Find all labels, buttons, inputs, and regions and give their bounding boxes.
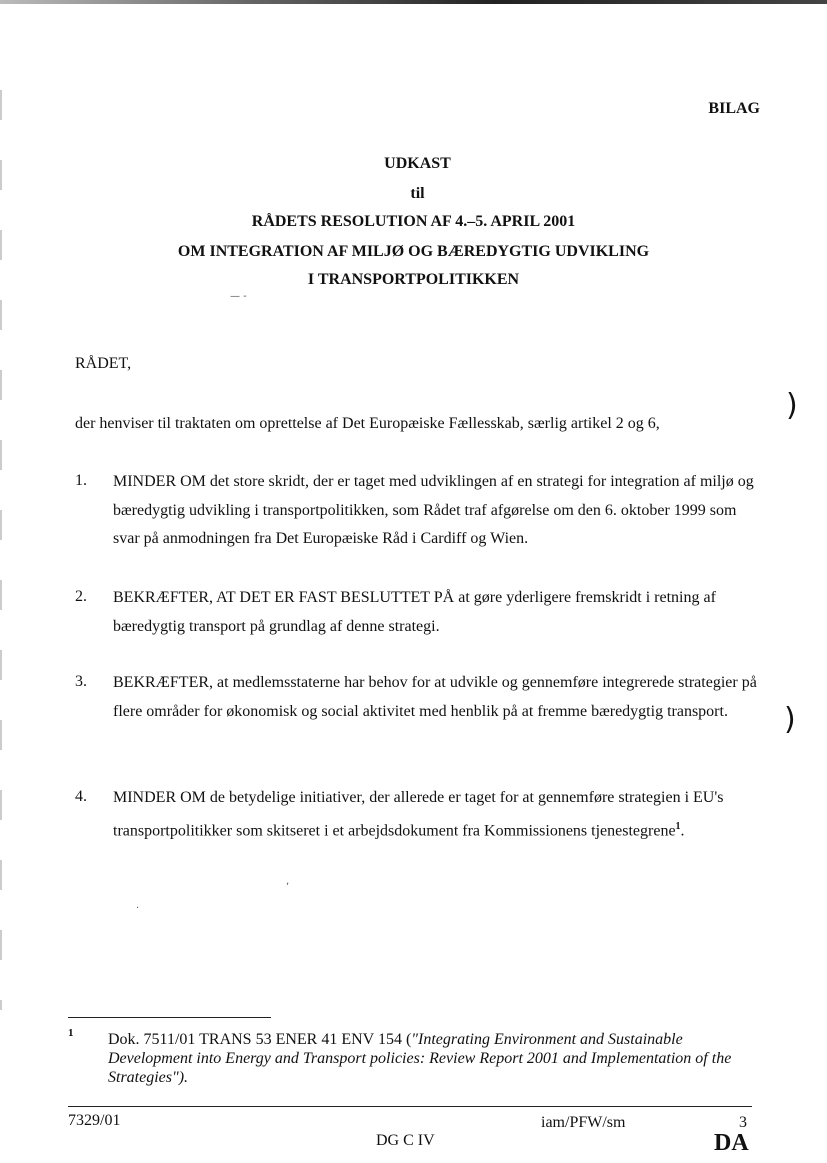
page-number: 3 xyxy=(739,1114,747,1131)
title-subject-cont: I TRANSPORTPOLITIKKEN xyxy=(307,271,520,288)
scan-speck-icon: — - xyxy=(230,291,247,302)
paragraph-text: BEKRÆFTER, AT DET ER FAST BESLUTTET PÅ at gøre yderligere fremskridt i retning af bæredygtig transport på grundlag af denne strategi. xyxy=(113,589,716,635)
title-to: til xyxy=(410,185,425,202)
footnote-plain: Dok. 7511/01 TRANS 53 ENER 41 ENV 154 ( xyxy=(108,1031,412,1048)
footnote-reference[interactable]: 1 xyxy=(675,820,681,832)
punch-hole-mark-icon: ) xyxy=(786,388,798,423)
paragraph-text-body: MINDER OM de betydelige initiativer, der allerede er taget for at gennemføre strategien i EU's transportpolitikker som skitseret i et arbejdsdokument fra Kommissionens tjenestegrene xyxy=(113,789,724,839)
footnote-separator xyxy=(68,1017,271,1018)
language-code: DA xyxy=(714,1130,749,1156)
paragraph-number: 3. xyxy=(75,673,87,690)
directorate-general: DG C IV xyxy=(376,1132,435,1149)
paragraph-number: 4. xyxy=(75,788,87,805)
paragraph-end-period: . xyxy=(680,821,685,839)
footer-rule xyxy=(68,1106,752,1107)
punch-hole-mark-icon: ) xyxy=(784,702,796,737)
annex-label: BILAG xyxy=(708,100,760,117)
document-reference: 7329/01 xyxy=(68,1112,121,1129)
title-draft: UDKAST xyxy=(384,155,451,172)
paragraph-number: 1. xyxy=(75,472,87,489)
footnote-italic: "Integrating Environment and Sustainable Development into Energy and Transport policies: Review Report 2001 and Implementation of the Strategies"). xyxy=(108,1031,732,1086)
treaty-reference: der henviser til traktaten om oprettelse af Det Europæiske Fællesskab, særlig artikel 2 og 6, xyxy=(75,415,660,432)
scan-edge-top xyxy=(0,0,827,4)
paragraph-text: BEKRÆFTER, at medlemsstaterne har behov for at udvikle og gennemføre integrerede strategier på flere områder for økonomisk og social aktivitet med henblik på at fremme bæredygtig transport. xyxy=(113,674,757,720)
paragraph-text xyxy=(113,784,763,845)
scan-speck-icon: , xyxy=(286,876,290,887)
opening-word: RÅDET, xyxy=(75,355,132,372)
title-subject: OM INTEGRATION AF MILJØ OG BÆREDYGTIG UDVIKLING xyxy=(177,243,650,260)
scan-speck-icon: · xyxy=(136,903,140,914)
footnote-text xyxy=(108,1030,768,1087)
footnote-number: 1 xyxy=(68,1027,74,1039)
paragraph-text: MINDER OM det store skridt, der er taget med udviklingen af en strategi for integration af miljø og bæredygtig udvikling i transportpolitikken, som Rådet traf afgørelse om den 6. oktober 1999 som svar på anmodningen fra Det Europæiske Råd i Cardiff og Wien. xyxy=(113,473,754,547)
title-resolution: RÅDETS RESOLUTION AF 4.–5. APRIL 2001 xyxy=(251,213,576,230)
paragraph-number: 2. xyxy=(75,588,87,605)
author-initials: iam/PFW/sm xyxy=(541,1114,626,1131)
